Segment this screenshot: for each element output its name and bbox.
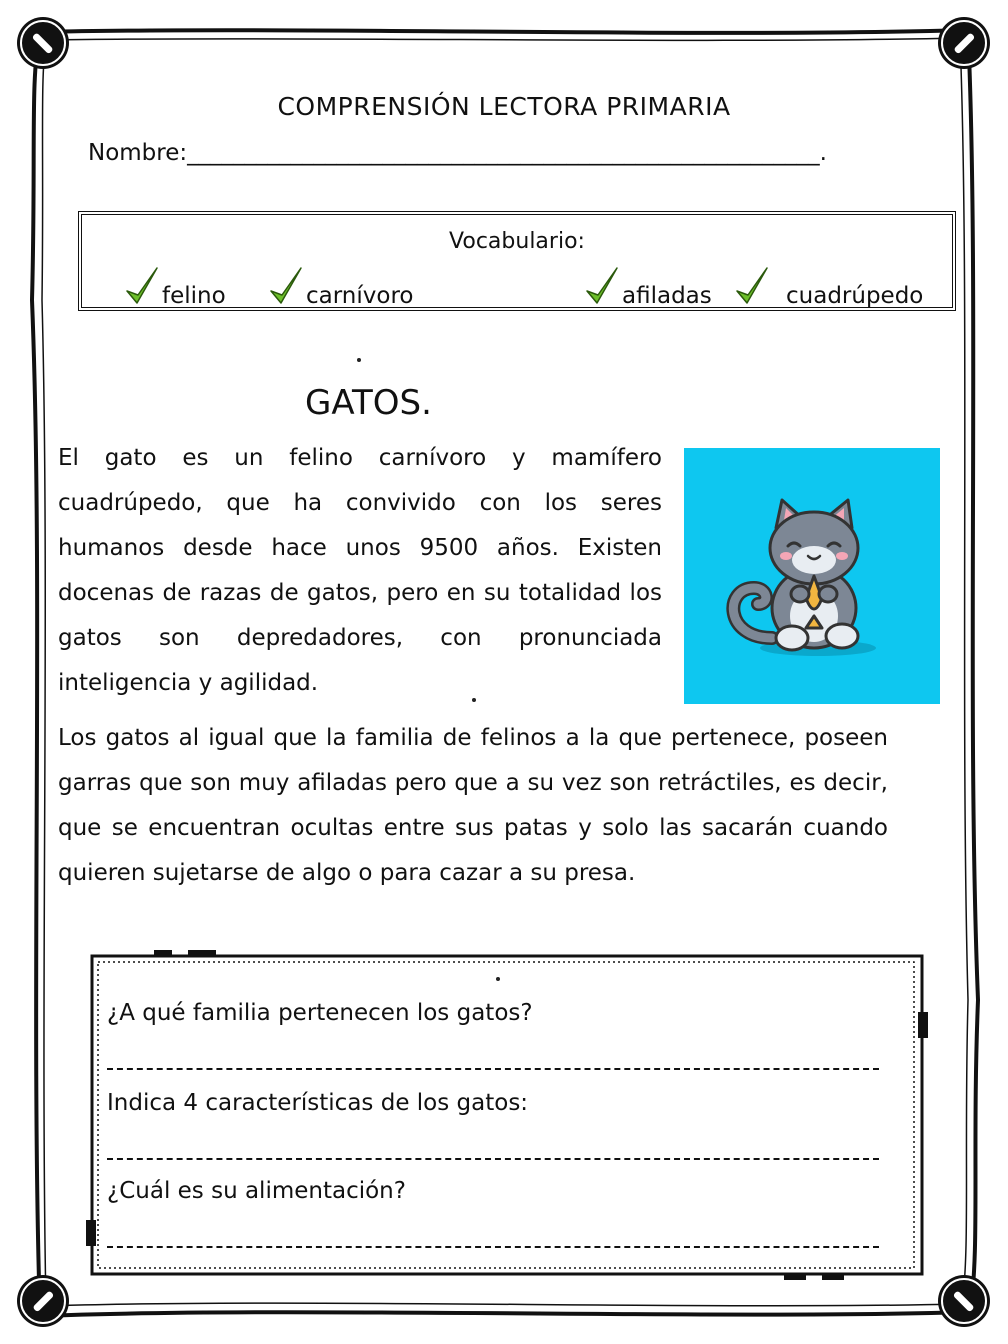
question-3: ¿Cuál es su alimentación?: [107, 1178, 406, 1204]
story-paragraph-2: Los gatos al igual que la familia de felinos a la que pertenece, poseen garras que son muy afiladas pero que a su vez son retráctiles, es decir, que se encuentran ocultas entre sus patas y solo las sacarán cuando quieren sujetarse de algo o para cazar a su presa.: [58, 725, 888, 886]
vocab-item: [124, 265, 226, 309]
checkmark-icon: [584, 265, 620, 309]
vocabulary-title: Vocabulario:: [449, 229, 585, 254]
name-field[interactable]: Nombre:_______________________________________________________.: [88, 140, 827, 166]
cat-illustration: [684, 448, 940, 704]
vocab-word: afiladas: [622, 283, 712, 309]
story-title: GATOS.: [305, 383, 432, 423]
question-2: Indica 4 características de los gatos:: [107, 1090, 529, 1116]
vocab-item: [268, 265, 413, 309]
vocabulary-box: [78, 211, 956, 311]
answer-line-3[interactable]: [107, 1246, 879, 1248]
checkmark-icon: [734, 265, 770, 309]
corner-badge-icon: [936, 15, 992, 71]
vocab-word: cuadrúpedo: [786, 283, 924, 309]
checkmark-icon: [268, 265, 304, 309]
question-1: ¿A qué familia pertenecen los gatos?: [107, 1000, 533, 1026]
corner-badge-icon: [15, 1273, 71, 1329]
answer-line-1[interactable]: [107, 1068, 879, 1070]
corner-badge-icon: [936, 1273, 992, 1329]
checkmark-icon: [124, 265, 160, 309]
answer-line-2[interactable]: [107, 1158, 879, 1160]
vocab-item: [734, 265, 923, 309]
stray-dot: [496, 977, 500, 981]
stray-dot: [472, 698, 476, 702]
story-paragraph-1: El gato es un felino carnívoro y mamífero cuadrúpedo, que ha convivido con los seres humanos desde hace unos 9500 años. Existen docenas de razas de gatos, pero en su totalidad los gatos son depredadores, con pronunciada inteligencia y agilidad.: [58, 445, 662, 696]
cat-icon: [684, 448, 940, 704]
stray-dot: [357, 358, 361, 362]
vocab-word: felino: [162, 283, 226, 309]
worksheet-title: COMPRENSIÓN LECTORA PRIMARIA: [277, 92, 731, 121]
corner-badge-icon: [15, 15, 71, 71]
vocab-word: carnívoro: [306, 283, 414, 309]
vocab-item: [584, 265, 712, 309]
